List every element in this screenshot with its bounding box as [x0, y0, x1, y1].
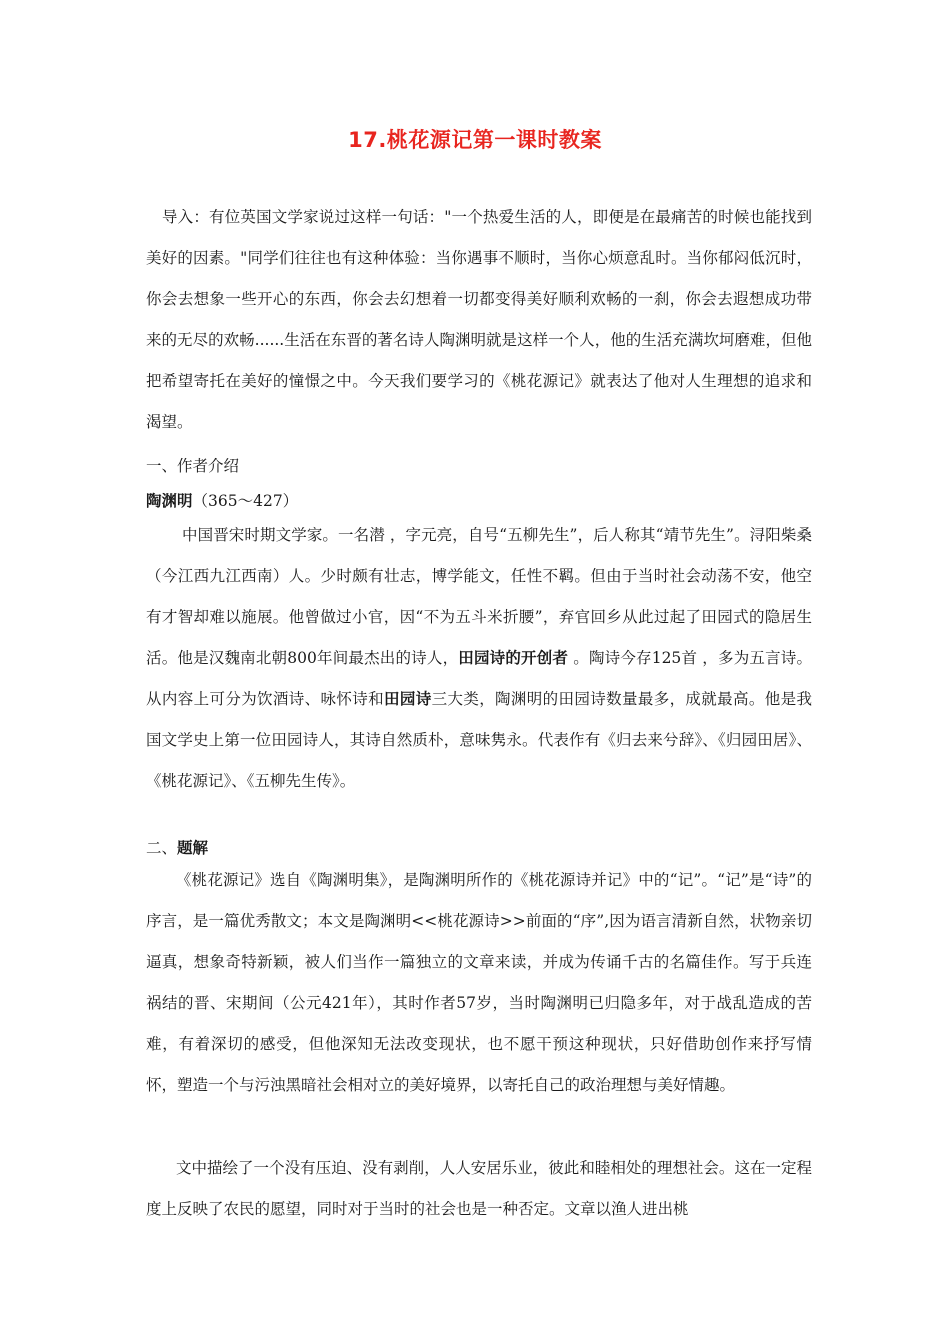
section-heading-author: 一、作者介绍	[146, 457, 240, 475]
heading-bold: 题解	[177, 839, 209, 857]
bio-text-2: 。陶诗今存125首 ，多为五言诗。从内容上可分为饮酒诗、咏怀诗和	[146, 649, 812, 708]
bio-text-3: 三大类，陶渊明的田园诗数量最多，成就最高。他是我国文学史上第一位田园诗人，其诗自然质朴，意味隽永。代表作有《归去来兮辞》、《归园田居》、《桃花源记》、《五柳先生传》。	[146, 690, 812, 790]
section-heading-explanation	[146, 834, 208, 862]
intro-paragraph: 导入：有位英国文学家说过这样一句话："一个热爱生活的人，即便是在最痛苦的时候也能找到美好的因素。"同学们往往也有这种体验：当你遇事不顺时，当你心烦意乱时。当你郁闷低沉时，你会去想象一些开心的东西，你会去幻想着一切都变得美好顺利欢畅的一刹，你会去遐想成功带来的无尽的欢畅......生活在东晋的著名诗人陶渊明就是这样一个人，他的生活充满坎坷磨难，但他把希望寄托在美好的憧憬之中。今天我们要学习的《桃花源记》就表达了他对人生理想的追求和渴望。	[146, 208, 812, 431]
bio-text-1: 中国晋宋时期文学家。一名潜 ，字元亮，自号“五柳先生”，后人称其“靖节先生”。浔阳柴桑（今江西九江西南）人。少时颇有壮志，博学能文，任性不羁。但由于当时社会动荡不安，他空有才智却难以施展。他曾做过小官，因“不为五斗米折腰”，弃官回乡从此过起了田园式的隐居生活。他是汉魏南北朝800年间最杰出的诗人，	[146, 526, 812, 667]
heading-prefix: 二、	[146, 839, 178, 857]
author-name-line	[146, 487, 298, 515]
explanation-paragraph-2: 文中描绘了一个没有压迫、没有剥削，人人安居乐业，彼此和睦相处的理想社会。这在一定程度上反映了农民的愿望，同时对于当时的社会也是一种否定。文章以渔人进出桃	[146, 1159, 812, 1218]
explanation-paragraph-1: 《桃花源记》选自《陶渊明集》，是陶渊明所作的《桃花源诗并记》中的“记”。“记”是“诗”的序言，是一篇优秀散文；本文是陶渊明<<桃花源诗>>前面的“序”,因为语言清新自然，状物亲切逼真，想象奇特新颖，被人们当作一篇独立的文章来读，并成为传诵千古的名篇佳作。写于兵连祸结的晋、宋期间（公元421年），其时作者57岁，当时陶渊明已归隐多年，对于战乱造成的苦难，有着深切的感受，但他深知无法改变现状，也不愿干预这种现状，只好借助创作来抒写情怀，塑造一个与污浊黑暗社会相对立的美好境界，以寄托自己的政治理想与美好情趣。	[146, 871, 812, 1094]
bio-bold-2: 田园诗	[383, 690, 432, 708]
bio-bold-1: 田园诗的开创者	[458, 649, 569, 667]
author-years: （365～427）	[192, 492, 299, 510]
document-title: 17.桃花源记第一课时教案	[348, 128, 602, 152]
author-name: 陶渊明	[146, 492, 193, 510]
author-bio-paragraph	[146, 515, 812, 802]
